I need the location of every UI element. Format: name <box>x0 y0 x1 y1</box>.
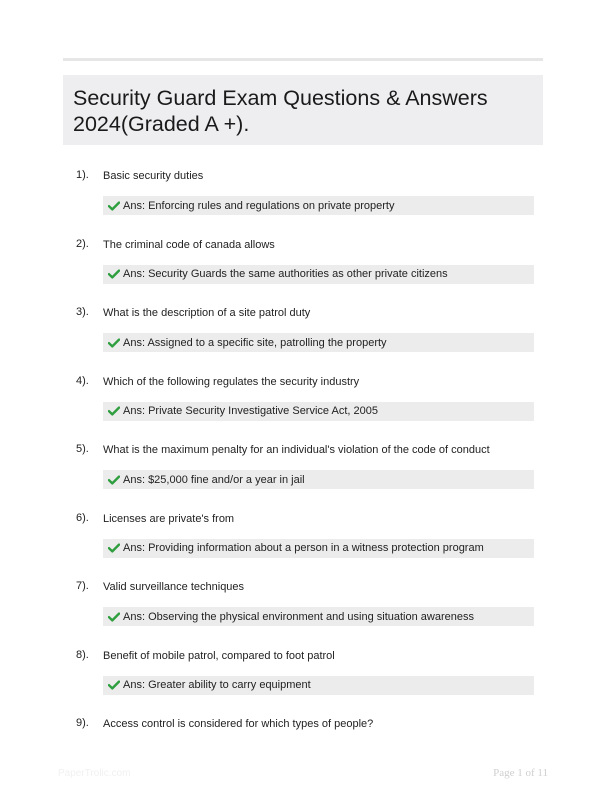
question-text: Benefit of mobile patrol, compared to foot patrol <box>103 649 335 662</box>
check-icon <box>108 201 120 211</box>
answer-text: Ans: Observing the physical environment and using situation awareness <box>123 610 474 623</box>
check-icon <box>108 543 120 553</box>
answer-box <box>103 402 534 421</box>
answer-box <box>103 676 534 695</box>
answer-box <box>103 607 534 626</box>
question-text: Valid surveillance techniques <box>103 581 245 593</box>
answer-box <box>103 196 534 215</box>
check-icon <box>108 680 120 690</box>
question-text: Access control is considered for which types of people? <box>103 718 374 730</box>
question-number: 9). <box>76 717 89 729</box>
answer-box <box>103 265 534 284</box>
question-text: What is the description of a site patrol duty <box>103 307 311 319</box>
title-box <box>63 75 543 145</box>
footer-watermark: PaperTrolic.com <box>58 768 131 779</box>
question-number: 6). <box>76 511 89 524</box>
answer-text: Ans: Security Guards the same authorities as other private citizens <box>123 268 448 280</box>
question-text: What is the maximum penalty for an individual's violation of the code of conduct <box>103 444 490 456</box>
answer-text: Ans: Assigned to a specific site, patrolling the property <box>123 336 387 349</box>
question-text: Which of the following regulates the security industry <box>103 375 360 388</box>
check-icon <box>108 269 120 279</box>
top-rule <box>63 58 543 61</box>
page-number: Page 1 of 11 <box>493 767 548 779</box>
answer-text: Ans: Enforcing rules and regulations on private property <box>123 199 395 212</box>
answer-text: Ans: $25,000 fine and/or a year in jail <box>123 473 305 486</box>
question-number: 3). <box>76 306 89 318</box>
check-icon <box>108 612 120 622</box>
check-icon <box>108 338 120 348</box>
question-number: 5). <box>76 443 89 455</box>
answer-box <box>103 470 534 489</box>
question-number: 2). <box>76 237 89 250</box>
check-icon <box>108 475 120 485</box>
answer-text: Ans: Greater ability to carry equipment <box>123 679 311 691</box>
page-title: Security Guard Exam Questions & Answers 2024(Graded A +). <box>73 86 488 136</box>
answer-text: Ans: Providing information about a person in a witness protection program <box>123 542 484 554</box>
answer-box <box>103 539 534 558</box>
answer-text: Ans: Private Security Investigative Service Act, 2005 <box>123 405 378 417</box>
question-text: The criminal code of canada allows <box>103 238 275 251</box>
question-number: 8). <box>76 648 89 661</box>
check-icon <box>108 406 120 416</box>
question-text: Basic security duties <box>103 170 204 182</box>
question-number: 1). <box>76 169 89 181</box>
answer-box <box>103 333 534 352</box>
question-number: 7). <box>76 580 89 592</box>
question-text: Licenses are private's from <box>103 512 235 525</box>
question-number: 4). <box>76 374 89 387</box>
